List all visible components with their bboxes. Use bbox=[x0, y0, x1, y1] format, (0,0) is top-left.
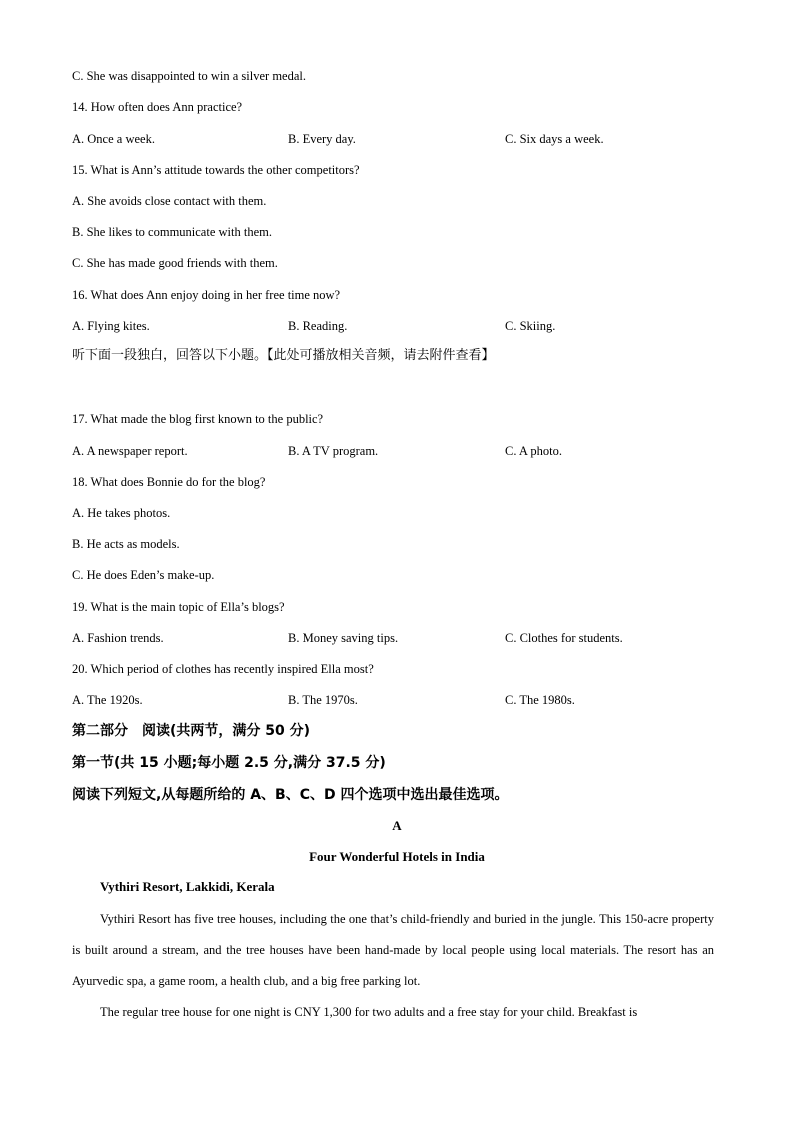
reading-instruction: 阅读下列短文,从每题所给的 A、B、C、D 四个选项中选出最佳选项。 bbox=[72, 787, 509, 803]
q17-option-c: C. A photo. bbox=[505, 444, 562, 458]
passage-title: Four Wonderful Hotels in India bbox=[309, 849, 485, 864]
q16-options bbox=[72, 318, 712, 334]
q19-option-a: A. Fashion trends. bbox=[72, 631, 164, 645]
q15-option-a: A. She avoids close contact with them. bbox=[72, 194, 267, 208]
q15-option-c: C. She has made good friends with them. bbox=[72, 256, 278, 270]
part-two-title: 第二部分 阅读(共两节，满分 50 分) bbox=[72, 723, 311, 739]
passage-letter: A bbox=[392, 818, 402, 833]
q20-option-c: C. The 1980s. bbox=[505, 693, 575, 707]
q13-option-c: C. She was disappointed to win a silver medal. bbox=[72, 69, 306, 83]
monologue-instruction: 听下面一段独白，回答以下小题。【此处可播放相关音频，请去附件查看】 bbox=[72, 348, 495, 363]
q14-option-c: C. Six days a week. bbox=[505, 132, 604, 146]
q20-option-a: A. The 1920s. bbox=[72, 693, 143, 707]
q15-question: 15. What is Ann’s attitude towards the other competitors? bbox=[72, 163, 360, 177]
q16-option-a: A. Flying kites. bbox=[72, 319, 150, 333]
q14-question: 14. How often does Ann practice? bbox=[72, 100, 243, 114]
q18-option-a: A. He takes photos. bbox=[72, 506, 171, 520]
q18-option-c: C. He does Eden’s make-up. bbox=[72, 568, 215, 582]
q20-options bbox=[72, 692, 712, 708]
q20-question: 20. Which period of clothes has recently inspired Ella most? bbox=[72, 662, 374, 676]
q19-option-c: C. Clothes for students. bbox=[505, 631, 623, 645]
section-one-title: 第一节(共 15 小题;每小题 2.5 分,满分 37.5 分) bbox=[72, 755, 386, 771]
q16-question: 16. What does Ann enjoy doing in her free time now? bbox=[72, 288, 341, 302]
hotel-name: Vythiri Resort, Lakkidi, Kerala bbox=[100, 879, 275, 894]
hotel-description-paragraph: Vythiri Resort has five tree houses, including the one that’s child-friendly and buried in the jungle. This 150-acre property is built around a stream, and the tree houses have been hand-made by local people using local materials. The resort has an Ayurvedic spa, a game room, a health club, and a big free parking lot. bbox=[72, 912, 714, 989]
hotel-price-paragraph: The regular tree house for one night is CNY 1,300 for two adults and a free stay for your child. Breakfast is bbox=[100, 1005, 638, 1019]
q19-question: 19. What is the main topic of Ella’s blogs? bbox=[72, 600, 285, 614]
q14-options bbox=[72, 131, 712, 147]
q16-option-b: B. Reading. bbox=[288, 319, 348, 333]
q17-question: 17. What made the blog first known to the public? bbox=[72, 412, 324, 426]
q19-option-b: B. Money saving tips. bbox=[288, 631, 399, 645]
q14-option-a: A. Once a week. bbox=[72, 132, 155, 146]
q14-option-b: B. Every day. bbox=[288, 132, 356, 146]
q16-option-c: C. Skiing. bbox=[505, 319, 556, 333]
q20-option-b: B. The 1970s. bbox=[288, 693, 358, 707]
q17-option-a: A. A newspaper report. bbox=[72, 444, 188, 458]
q19-options bbox=[72, 630, 712, 646]
q18-option-b: B. He acts as models. bbox=[72, 537, 180, 551]
q17-options bbox=[72, 443, 712, 459]
q18-question: 18. What does Bonnie do for the blog? bbox=[72, 475, 266, 489]
q15-option-b: B. She likes to communicate with them. bbox=[72, 225, 272, 239]
q17-option-b: B. A TV program. bbox=[288, 444, 379, 458]
